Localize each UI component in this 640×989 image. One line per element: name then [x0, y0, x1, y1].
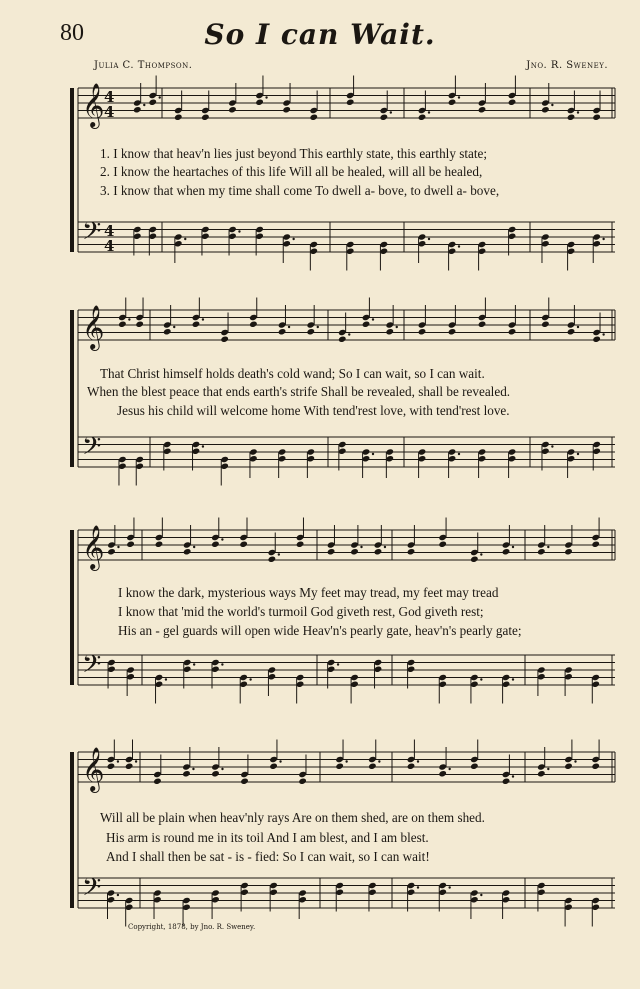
lyric-line: I know the dark, mysterious ways My feet may tread, my feet may tread — [118, 585, 499, 600]
lyricist-credit: Julia C. Thompson. — [94, 60, 193, 71]
svg-text:𝄢: 𝄢 — [82, 217, 102, 252]
svg-text:𝄢: 𝄢 — [82, 650, 102, 685]
lyric-line: Will all be plain when heav'nly rays Are on them shed, are on them shed. — [100, 810, 485, 825]
hymn-title: So I can Wait. — [204, 18, 436, 51]
lyric-line: That Christ himself holds death's cold wand; So I can wait, so I can wait. — [100, 366, 485, 381]
lyric-line: 3. I know that when my time shall come To dwell a- bove, to dwell a- bove, — [100, 183, 500, 198]
svg-text:4: 4 — [104, 222, 115, 240]
lyric-line: His an - gel guards will open wide Heav'n's pearly gate, heav'n's pearly gate; — [118, 623, 522, 638]
composer-credit: Jno. R. Sweney. — [526, 60, 608, 71]
lyric-line: 1. I know that heav'n lies just beyond This earthly state, this earthly state; — [100, 146, 488, 161]
page-number: 80 — [60, 20, 84, 46]
svg-text:𝄢: 𝄢 — [82, 873, 102, 908]
lyric-line: I know that 'mid the world's turmoil God giveth rest, God giveth rest; — [118, 604, 484, 619]
lyric-line: And I shall then be sat - is - fied: So I can wait, so I can wait! — [106, 849, 430, 864]
lyric-line: His arm is round me in its toil And I am blest, and I am blest. — [106, 830, 429, 845]
svg-text:𝄞: 𝄞 — [82, 747, 105, 791]
svg-text:𝄞: 𝄞 — [82, 83, 105, 127]
svg-text:𝄢: 𝄢 — [82, 432, 102, 467]
svg-text:4: 4 — [104, 88, 115, 106]
copyright-notice: Copyright, 1878, by Jno. R. Sweney. — [128, 923, 256, 931]
lyric-line: Jesus his child will welcome home With tend'rest love, with tend'rest love. — [117, 403, 510, 418]
lyric-line: 2. I know the heartaches of this life Will all be healed, will all be healed, — [100, 164, 483, 179]
svg-text:4: 4 — [104, 237, 115, 255]
lyric-line: When the blest peace that ends earth's strife Shall be revealed, shall be revealed. — [87, 384, 511, 399]
svg-text:𝄞: 𝄞 — [82, 525, 105, 569]
svg-text:4: 4 — [104, 103, 115, 121]
svg-text:𝄞: 𝄞 — [82, 305, 105, 349]
